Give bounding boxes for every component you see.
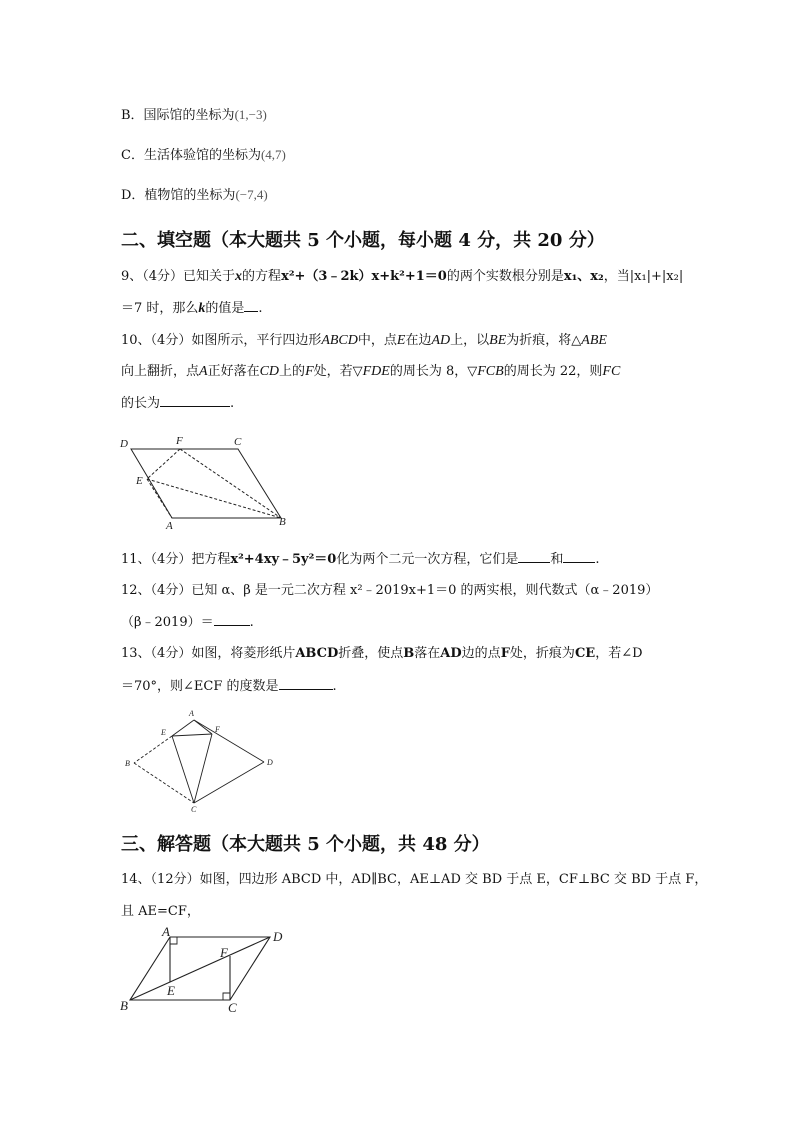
fig14-label-a: A bbox=[162, 924, 170, 939]
fig10-label-c: C bbox=[234, 436, 242, 448]
fig10-label-e: E bbox=[136, 475, 143, 487]
q10-abe: ABE bbox=[581, 333, 607, 348]
q11-and: 和 bbox=[550, 552, 564, 567]
fig10-label-b: B bbox=[279, 516, 286, 528]
q9-text: 的值是 bbox=[205, 301, 245, 316]
q10-figure bbox=[112, 432, 302, 532]
q10-text: 向上翻折，点 bbox=[121, 364, 200, 379]
q11-end: . bbox=[595, 552, 600, 567]
q13-abcd: ABCD bbox=[295, 646, 339, 661]
option-d-coord: (−7,4) bbox=[235, 187, 268, 202]
q9-roots: x₁、x₂ bbox=[563, 269, 604, 284]
fig13-label-a: A bbox=[189, 709, 194, 718]
q13-figure bbox=[118, 708, 278, 818]
section-2-title: 二、填空题（本大题共 5 个小题，每小题 4 分，共 20 分） bbox=[121, 230, 605, 251]
q12-line2 bbox=[121, 613, 254, 632]
q10-text: 上的 bbox=[279, 364, 306, 379]
q13-text: 落在 bbox=[414, 646, 441, 661]
q10-text: 10、（4分）如图所示，平行四边形 bbox=[121, 333, 322, 348]
q12-line1 bbox=[121, 582, 658, 600]
q9-text: 的方程 bbox=[242, 269, 282, 284]
q13-text: 13、（4分）如图，将菱形纸片 bbox=[121, 646, 296, 661]
q9-end: . bbox=[258, 301, 263, 316]
option-d-text: D．植物馆的坐标为 bbox=[121, 188, 236, 203]
q12-end: . bbox=[249, 615, 254, 630]
q11-line bbox=[121, 550, 600, 569]
section-3-title: 三、解答题（本大题共 5 个小题，共 48 分） bbox=[121, 834, 490, 855]
option-c-coord: (4,7) bbox=[260, 147, 286, 162]
q9-answer-blank[interactable] bbox=[244, 299, 258, 312]
option-b bbox=[121, 106, 267, 125]
q10-text: 的长为 bbox=[121, 396, 161, 411]
q9-line1 bbox=[121, 268, 683, 286]
q14-line2 bbox=[121, 903, 200, 921]
q13-f: F bbox=[500, 646, 510, 661]
q9-text: 9、（4分）已知关于 bbox=[121, 269, 236, 284]
fig14-label-b: B bbox=[120, 998, 128, 1013]
q9-line2 bbox=[121, 299, 263, 318]
q11-answer-blank-2[interactable] bbox=[563, 550, 595, 563]
fig13-label-f: F bbox=[215, 725, 220, 734]
q14-text: 14、（12分）如图，四边形 ABCD 中，AD∥BC，AE⊥AD 交 BD 于点 E，CF⊥BC 交 BD 于点 F， bbox=[121, 872, 708, 887]
q9-equation: x²+（3﹣2k）x+k²+1＝0 bbox=[281, 269, 447, 284]
option-b-coord: (1,−3) bbox=[234, 107, 267, 122]
fig13-label-e: E bbox=[161, 728, 166, 737]
q11-answer-blank-1[interactable] bbox=[518, 550, 550, 563]
q10-cd: CD bbox=[259, 364, 280, 379]
fig10-label-d: D bbox=[120, 438, 128, 450]
q12-text: （β﹣2019）＝ bbox=[121, 615, 214, 630]
q13-text: 处，折痕为 bbox=[509, 646, 575, 661]
q9-text: 的两个实数根分别是 bbox=[446, 269, 564, 284]
q10-fcb: FCB bbox=[477, 364, 504, 379]
q13-line2 bbox=[121, 677, 337, 696]
option-c bbox=[121, 146, 286, 165]
q10-ad: AD bbox=[431, 333, 451, 348]
q10-text: 在边 bbox=[405, 333, 432, 348]
q10-text: 的周长为 8，▽ bbox=[389, 364, 478, 379]
q10-text: 上，以 bbox=[450, 333, 490, 348]
q10-e: E bbox=[396, 333, 406, 348]
q10-line2 bbox=[121, 363, 620, 381]
q10-text: 正好落在 bbox=[207, 364, 260, 379]
q13-text: 折叠，使点 bbox=[338, 646, 404, 661]
q11-equation: x²+4xy﹣5y²＝0 bbox=[230, 552, 337, 567]
q9-var-k: k bbox=[198, 301, 206, 316]
option-d bbox=[121, 186, 268, 205]
q13-b: B bbox=[403, 646, 415, 661]
fig13-label-c: C bbox=[191, 805, 197, 814]
q13-text: 边的点 bbox=[461, 646, 501, 661]
fig10-label-a: A bbox=[166, 520, 173, 532]
q10-abcd: ABCD bbox=[321, 333, 358, 348]
q10-be: BE bbox=[489, 333, 507, 348]
fig14-label-d: D bbox=[273, 929, 283, 944]
option-c-text: C．生活体验馆的坐标为 bbox=[121, 148, 261, 163]
q10-a: A bbox=[199, 364, 208, 379]
q13-text: ＝70°，则∠ECF 的度数是 bbox=[121, 679, 279, 694]
q10-line3 bbox=[121, 394, 234, 413]
q10-f: F bbox=[305, 364, 314, 379]
fig14-label-f: F bbox=[220, 945, 228, 960]
q10-answer-blank[interactable] bbox=[160, 394, 230, 407]
q11-text: 化为两个二元一次方程，它们是 bbox=[336, 552, 519, 567]
fig13-label-b: B bbox=[125, 759, 130, 768]
fig13-label-d: D bbox=[267, 758, 273, 767]
q10-text: 为折痕，将△ bbox=[506, 333, 582, 348]
q13-ad: AD bbox=[440, 646, 462, 661]
q10-fde: FDE bbox=[362, 364, 390, 379]
q10-text: 中，点 bbox=[357, 333, 397, 348]
q10-end: . bbox=[230, 396, 235, 411]
fig14-label-e: E bbox=[167, 983, 175, 998]
q9-text: ，当|x₁|+|x₂| bbox=[603, 269, 684, 284]
option-b-text: B．国际馆的坐标为 bbox=[121, 108, 235, 123]
q10-line1 bbox=[121, 332, 607, 350]
parallelogram-abcd bbox=[131, 449, 281, 518]
q10-fc: FC bbox=[602, 364, 621, 379]
q13-line1 bbox=[121, 645, 643, 663]
q10-text: 处，若▽ bbox=[313, 364, 363, 379]
fig14-label-c: C bbox=[228, 1000, 237, 1015]
q12-text: 12、（4分）已知 α、β 是一元二次方程 x²﹣2019x+1＝0 的两实根，则代数式（α﹣2019） bbox=[121, 583, 659, 598]
q13-end: . bbox=[332, 679, 337, 694]
q14-text: 且 AE=CF， bbox=[121, 904, 200, 919]
q10-text: 的周长为 22，则 bbox=[503, 364, 603, 379]
q13-answer-blank[interactable] bbox=[279, 677, 333, 690]
q14-line1 bbox=[121, 871, 707, 889]
q9-var-x: x bbox=[235, 269, 243, 284]
fig10-label-f: F bbox=[176, 435, 183, 447]
q11-text: 11、（4分）把方程 bbox=[121, 552, 231, 567]
q13-text: ，若∠D bbox=[595, 646, 643, 661]
q14-figure bbox=[112, 924, 302, 1016]
q13-ce: CE bbox=[574, 646, 596, 661]
q9-text: ＝7 时，那么 bbox=[121, 301, 199, 316]
q12-answer-blank[interactable] bbox=[214, 613, 250, 626]
